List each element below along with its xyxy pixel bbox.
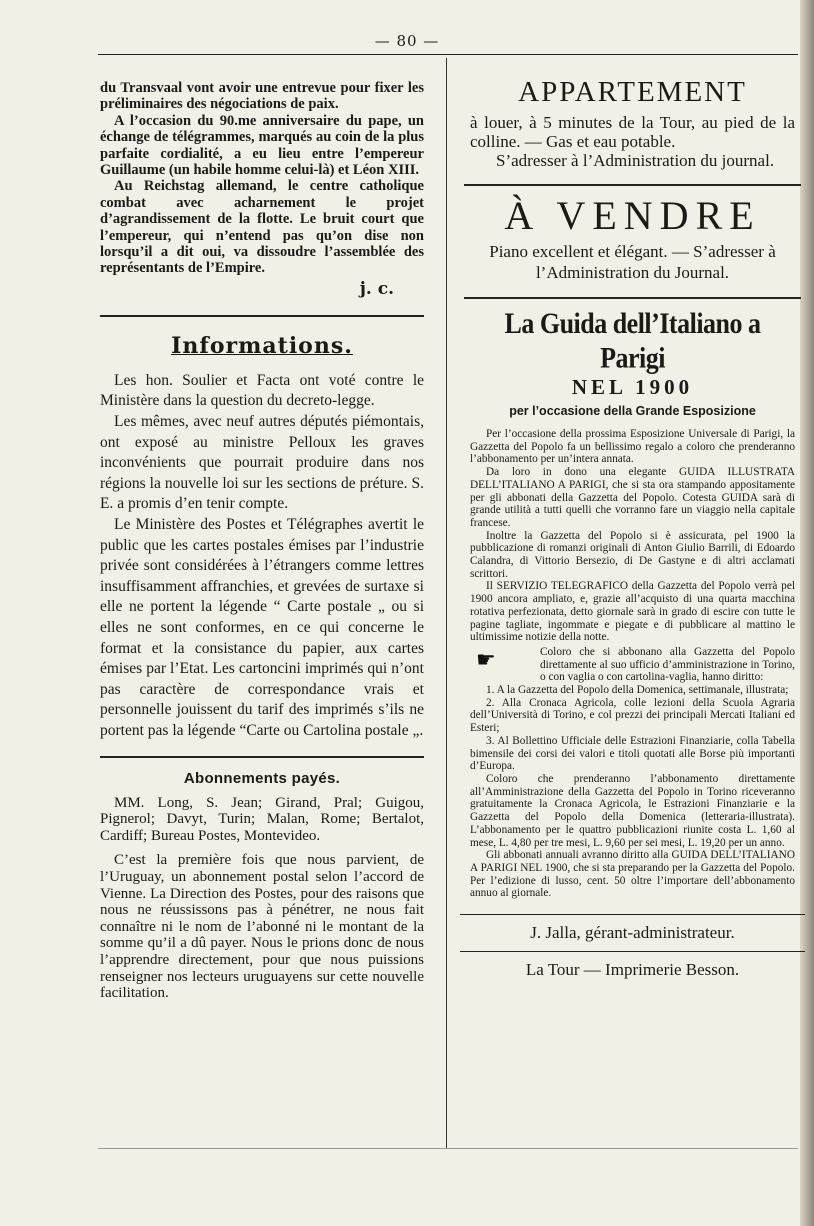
guida-paragraph: Da loro in dono una elegante GUIDA ILLUSTRATA DELL’ITALIANO A PARIGI, che si sta ora stampando appositamente per gli abbonati della Gazzetta del Popolo. Cotesta GUIDA sarà di grande utilità a tutti quelli che vorranno fare un viaggio nella capitale francese. (470, 466, 795, 529)
section-rule (100, 315, 424, 317)
abonnements-heading: Abonnements payés. (183, 769, 341, 787)
coloro-item: 2. Alla Cronaca Agricola, colle lezioni della Scuola Agraria dell’Università di Torino, e col prezzi dei principali Mercati Italiani ed Esteri; (470, 696, 795, 735)
column-divider (446, 58, 447, 1148)
abonnements-section (100, 795, 424, 1002)
guida-paragraph: Per l’occasione della prossima Esposizione Universale di Parigi, la Gazzetta del Popolo fa un bellissimo regalo a coloro che prenderanno l’abbonamento per un’intera annata. (470, 428, 795, 466)
coloro-intro: Coloro che si abbonano alla Gazzetta del Popolo direttamente al suo ufficio d’amministrazione in Torino, o con vaglia o con cartolina-vaglia, hanno diritto: (540, 645, 795, 684)
left-column (100, 80, 424, 1002)
page-edge-shadow (800, 0, 814, 1226)
gerant-line: J. Jalla, gérant-administrateur. (530, 923, 735, 943)
guida-paragraph: Inoltre la Gazzetta del Popolo si è assicurata, pel 1900 la pubblicazione di romanzi originali di Anton Giulio Barrili, di Edoardo Calandra, di Vittorio Bersezio, di De Gastyne e di altri acclamati scrittori. (470, 529, 795, 580)
footer-rule (460, 951, 805, 952)
article-paragraph: du Transvaal vont avoir une entrevue pour fixer les préliminaires des négociations de paix. (100, 80, 424, 113)
right-column (470, 76, 795, 980)
ad-rule (464, 184, 801, 186)
page-number: — 80 — (374, 32, 440, 50)
informations-heading: Informations. (171, 332, 353, 359)
ad-rule (464, 297, 801, 299)
guida-body (470, 428, 795, 900)
article-signature: j. c. (359, 278, 394, 299)
guida-subtitle: per l’occasione della Grande Esposizione (509, 404, 756, 418)
appartement-ad (470, 76, 795, 170)
coloro-paragraph (470, 646, 795, 684)
appartement-body: à louer, à 5 minutes de la Tour, au pied de la colline. — Gas et eau potable. (470, 113, 795, 151)
header-rule (98, 54, 798, 55)
guida-ad (470, 306, 795, 900)
article-paragraph: A l’occasion du 90.me anniversaire du pape, un échange de télégrammes, marqués au coin de la plus parfaite cordialité, a eu lieu entre l’empereur Guillaume (un habile homme celui-là) et Léon XIII. (100, 112, 424, 179)
section-rule (100, 756, 424, 758)
coloro-close: Gli abbonati annuali avranno diritto alla GUIDA DELL’ITALIANO A PARIGI NEL 1900, che si sta preparando per la Gazzetta del Popolo. Per l’edizione di lusso, cent. 50 oltre l’importare dell’abbonamento annuo al giornale. (470, 849, 795, 900)
guida-title: La Guida dell’Italiano a Parigi (504, 306, 761, 375)
vendre-ad (470, 192, 795, 283)
appartement-contact: S’adresser à l’Administration du journal. (496, 151, 775, 170)
abonnements-list: MM. Long, S. Jean; Girand, Pral; Guigou, Pignerol; Davyt, Turin; Malan, Rome; Bertalot, Cardiff; Bureau Postes, Montevideo. (100, 794, 424, 844)
vendre-title: À VENDRE (504, 193, 761, 238)
footer-rule (460, 914, 805, 915)
article-paragraph: Au Reichstag allemand, le centre catholique combat avec acharnement le projet d’agrandissement de la flotte. Le bruit court que l’empereur, qui n’entend pas qu’on dise non lorsqu’il a dit oui, va dissoudre l’assemblée des représentants de l’Empire. (100, 178, 424, 277)
vendre-body: Piano excellent et élégant. — S’adresser à l’Administration du Journal. (489, 242, 776, 282)
guida-paragraph: Il SERVIZIO TELEGRAFICO della Gazzetta del Popolo verrà pel 1900 ancora ampliato, e, grazie all’acquisto di una quarta macchina rotativa perfezionata, detto giornale sarà in grado di escire con tutte le pagine tagliate, ingommate e piegate e di pubblicare al mattino le ultimissime notizie della notte. (470, 580, 795, 644)
coloro-item: 3. Al Bollettino Ufficiale delle Estrazioni Finanziarie, colla Tabella bimensile dei corsi dei valori e titoli quotati alle Borse più importanti d’Europa. (470, 734, 795, 773)
pointing-hand-icon: ☛ (476, 646, 496, 672)
appartement-title: APPARTEMENT (518, 76, 747, 108)
imprimerie-line: La Tour — Imprimerie Besson. (525, 960, 740, 980)
coloro-item: 1. A la Gazzetta del Popolo della Domenica, settimanale, illustrata; (486, 684, 789, 697)
political-article (100, 80, 424, 299)
abonnements-note: C’est la première fois que nous parvient, de l’Uruguay, un abonnement postal selon l’accord de Vienne. La Direction des Postes, pour des raisons que nous ne réussissons pas à pénétrer, ne nous fait connaître ni le nom de l’abonné ni le montant de la somme qu’il a dû payer. Nous le prions donc de nous l’apprendre directement, pour que nous puissions renseigner nos lecteurs uruguayens sur cette nouvelle facilitation. (100, 852, 424, 1002)
guida-year: NEL 1900 (571, 375, 694, 399)
info-paragraph: Les mêmes, avec neuf autres députés piémontais, ont exposé au ministre Pelloux les graves inconvénients que pourrait produire dans nos régions la nouvelle loi sur les sections de préture. S. E. a promis d’en tenir compte. (100, 413, 424, 513)
bottom-rule (98, 1148, 798, 1149)
coloro-close: Coloro che prenderanno l’abbonamento direttamente all’Amministrazione della Gazzetta del Popolo in Torino riceveranno gratuitamente la Cronaca Agricola, le Estrazioni Finanziarie e la Gazzetta del Popolo della Domenica (letteraria-illustrata). L’abbonamento per le quattro pubblicazioni riunite costa L. 1,60 al mese, L. 4,80 per tre mesi, L. 9,60 per sei mesi, L. 19,20 per un anno. (470, 772, 795, 849)
info-paragraph: Le Ministère des Postes et Télégraphes avertit le public que les cartes postales émises par l’industrie privée sont considérées à l’étrangers comme lettres insuffisamment affranchies, et grevées de surtaxe si elle ne portent la légende “ Carte postale „ ou si elles ne sont conformes, en ce qui concerne le format et la consistance du papier, aux cartes émises par l’Etat. Les cartoncini imprimés qui n’ont pas caractère de correspondance vrais et personnelle jouissent du tarif des imprimés s’ils ne portent pas la légende “Carte ou Cartolina postale „. (100, 516, 424, 739)
info-paragraph: Les hon. Soulier et Facta ont voté contre le Ministère dans la question du decreto-legge. (100, 371, 424, 410)
informations-section (100, 371, 424, 742)
